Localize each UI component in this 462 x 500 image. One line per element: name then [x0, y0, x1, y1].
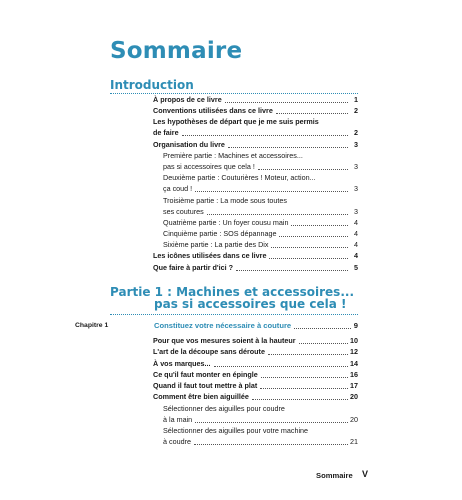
- toc-entry-line1: Les hypothèses de départ que je me suis permis: [153, 117, 319, 126]
- footer-label: Sommaire: [316, 471, 353, 480]
- toc-subentry[interactable]: à coudre 21: [163, 437, 358, 446]
- chapter-title[interactable]: [154, 321, 358, 330]
- section-heading-introduction: Introduction: [110, 78, 194, 92]
- part-heading-line2: pas si accessoires que cela !: [154, 297, 347, 311]
- toc-subentry-line1: Deuxième partie : Couturières ! Moteur, action...: [163, 173, 316, 182]
- toc-subentry[interactable]: ses coutures 3: [163, 207, 358, 216]
- footer-page-number: V: [362, 469, 369, 479]
- toc-entry[interactable]: L'art de la découpe sans déroute 12: [153, 347, 358, 356]
- toc-subentry[interactable]: à la main 20: [163, 415, 358, 424]
- toc-subentry[interactable]: ça coud ! 3: [163, 184, 358, 193]
- toc-subentry[interactable]: pas si accessoires que cela ! 3: [163, 162, 358, 171]
- toc-subentry[interactable]: Sixième partie : La partie des Dix 4: [163, 240, 358, 249]
- section-rule: [110, 93, 358, 94]
- toc-entry[interactable]: Les icônes utilisées dans ce livre 4: [153, 251, 358, 260]
- section-rule: [110, 314, 358, 315]
- page-title: Sommaire: [110, 38, 243, 64]
- toc-subentry-line1: Sélectionner des aiguilles pour votre machine: [163, 426, 309, 435]
- toc-subentry[interactable]: Quatrième partie : Un foyer cousu main 4: [163, 218, 358, 227]
- toc-entry[interactable]: Que faire à partir d'ici ? 5: [153, 263, 358, 272]
- toc-subentry-line1: Troisième partie : La mode sous toutes: [163, 196, 287, 205]
- toc-entry[interactable]: Quand il faut tout mettre à plat 17: [153, 381, 358, 390]
- toc-entry[interactable]: Pour que vos mesures soient à la hauteur 10: [153, 336, 358, 345]
- toc-subentry-line1: Sélectionner des aiguilles pour coudre: [163, 404, 285, 413]
- toc-entry[interactable]: À propos de ce livre 1: [153, 95, 358, 104]
- toc-entry[interactable]: Comment être bien aiguillée 20: [153, 392, 358, 401]
- toc-entry[interactable]: À vos marques... 14: [153, 359, 358, 368]
- toc-entry[interactable]: Ce qu'il faut monter en épingle 16: [153, 370, 358, 379]
- chapter-title-text: Constituez votre nécessaire à couture: [154, 321, 292, 330]
- chapter-label: Chapitre 1: [75, 322, 109, 329]
- toc-entry[interactable]: Organisation du livre 3: [153, 140, 358, 149]
- chapter-page: 9: [353, 321, 358, 330]
- toc-subentry-line1: Première partie : Machines et accessoires...: [163, 151, 303, 160]
- toc-entry[interactable]: de faire 2: [153, 128, 358, 137]
- toc-subentry[interactable]: Cinquième partie : SOS dépannage 4: [163, 229, 358, 238]
- toc-entry[interactable]: Conventions utilisées dans ce livre 2: [153, 106, 358, 115]
- part-heading-line1: Partie 1 : Machines et accessoires...: [110, 285, 355, 299]
